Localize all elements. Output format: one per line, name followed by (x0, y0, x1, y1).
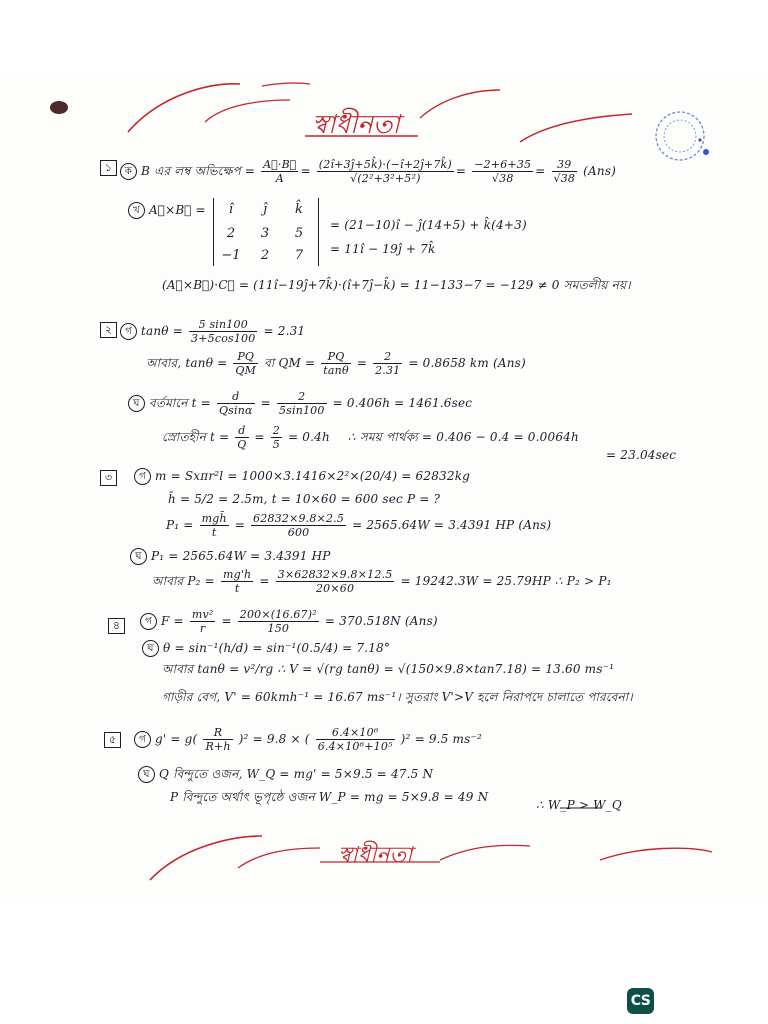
text: )² = 9.8 × ( (238, 732, 310, 746)
fraction: $\frac{2}{5\sin 100}$ (278, 390, 325, 417)
part-label: ঘ (142, 640, 159, 657)
text: = (234, 518, 246, 532)
fraction: $\frac{PQ}{QM}$ (235, 350, 257, 377)
text: ∴ সময় পার্থক্য = 0.406 − 0.4 = 0.0064h (347, 430, 579, 444)
scan-top-margin (0, 0, 768, 78)
answer-line: (A⃗×B⃗)·C⃗ = (11î−19ĵ+7k̂)·(î+7ĵ−k̂) = 11−133−7 = −129 ≠ 0 সমতলীয় নয়। (162, 278, 631, 292)
text: )² = 9.5 ms⁻² (400, 732, 483, 746)
fraction: $\frac{39}{√38}$ (553, 158, 576, 185)
fraction: $\frac{5 \sin 100}{3+5\cos 100}$ (191, 318, 256, 345)
question-number-box: ৫ (104, 732, 121, 748)
text: = (254, 430, 265, 444)
fraction: $\frac{d}{Qsin\alpha}$ (218, 390, 253, 417)
text: = 0.406h = 1461.6sec (332, 396, 473, 410)
answer-mark: (Ans) (583, 164, 617, 178)
answer-line (128, 202, 206, 219)
fraction: $\frac{\text{mgh̄}}{t}$ (201, 512, 227, 539)
answer-line (134, 468, 470, 485)
part-label: ঘ (130, 548, 147, 565)
answer-line (138, 766, 433, 783)
question-number-box: ৩ (100, 470, 117, 486)
fraction: $\frac{\text{6.4×10⁶}}{\text{6.4×10⁶+10⁵}}$ (317, 726, 393, 753)
fraction: $\frac{3\times 62832\times 9.8\times 12.5}{20\times 60}$ (277, 568, 393, 595)
text: g' = g( (155, 732, 198, 746)
fraction: $\frac{2}{2.31}$ (375, 350, 401, 377)
text: বা QM = (264, 356, 316, 370)
text: Q বিন্দুতে ওজন, W_Q = mg' = 5×9.5 = 47.5 N (159, 767, 434, 781)
fraction: $\frac{mg'h}{t}$ (222, 568, 252, 595)
answer-line (128, 390, 472, 417)
text: আবার, tanθ = (146, 356, 228, 370)
text: = (259, 574, 270, 588)
text: m = Sxπr²l = 1000×3.1416×2²×(20/4) = 62832kg (155, 469, 471, 483)
part-label: গ (134, 468, 151, 485)
text: = (356, 356, 368, 370)
fraction: $\frac{PQ}{\tan\theta}$ (323, 350, 349, 377)
text: = 2565.64W = 3.4391 HP (Ans) (352, 518, 552, 532)
question-number-box: ২ (100, 322, 117, 338)
text: = (221, 614, 232, 628)
text: B এর লম্ব অভিক্ষেপ = (141, 164, 256, 178)
matrix-cell: ĵ (262, 202, 268, 217)
part-label: গ (120, 323, 137, 340)
answer-line: গাড়ীর বেগ, V' = 60kmh⁻¹ = 16.67 ms⁻¹। সুতরাং V'>V হলে নিরাপদে চালাতে পারবেনা। (162, 690, 633, 704)
part-label: খ (128, 202, 145, 219)
fraction: $\frac{A⃗\cdot B⃗}{A}$ (263, 158, 297, 185)
text: = 0.4h (288, 430, 330, 444)
answer-line: P বিন্দুতে অর্থাৎ ভূপৃষ্ঠে ওজন W_P = mg = 5×9.8 = 49 N (170, 790, 489, 804)
answer-line: ক B এর লম্ব অভিক্ষেপ = $\frac{A⃗\cdot B⃗}{A}$ = $\frac{(2î+3ĵ+5k̂)\cdot(-î+2ĵ+7k̂)}{\text{√(2²+3²+5²)}}$ = $\frac{-2+6+35}{√38}$ = $\frac{39}{√38}$ (Ans) (120, 158, 616, 185)
fraction: $\frac{\text{mv²}}{r}$ (191, 608, 214, 635)
part-label: গ (134, 731, 151, 748)
text: = 370.518N (Ans) (324, 614, 438, 628)
text: বর্তমানে t = (149, 396, 211, 410)
answer-line: = (21−10)î − ĵ(14+5) + k̂(4+3) (330, 218, 527, 232)
text: = 2.31 (263, 324, 306, 338)
matrix-cell: 2 (226, 226, 236, 241)
answer-line: আবার tanθ = v²/rg ∴ V = √(rg tanθ) = √(150×9.8×tan7.18) = 13.60 ms⁻¹ (162, 662, 615, 676)
text: F = (161, 614, 184, 628)
answer-line (162, 424, 579, 451)
matrix-cell: 3 (260, 226, 270, 241)
answer-line (130, 548, 331, 565)
answer-line: ∴ W_P > W_Q (536, 798, 622, 812)
matrix-cell: 7 (294, 248, 304, 263)
answer-line: h̄ = 5/2 = 2.5m, t = 10×60 = 600 sec P = ? (168, 492, 441, 506)
camscanner-logo-icon: CS (627, 988, 654, 1014)
matrix-cell: k̂ (295, 202, 303, 217)
matrix-cell: −1 (221, 248, 241, 263)
text: θ = sin⁻¹(h/d) = sin⁻¹(0.5/4) = 7.18° (163, 641, 391, 655)
stamp-seal-icon (630, 104, 714, 166)
matrix-cell: î (228, 202, 234, 217)
text: = (260, 396, 271, 410)
part-label: ঘ (128, 395, 145, 412)
answer-line (146, 350, 526, 377)
matrix-cell: 5 (294, 226, 304, 241)
text: আবার P₂ = (152, 574, 215, 588)
text: স্রোতহীন t = (162, 430, 230, 444)
answer-line: = 11î − 19ĵ + 7k̂ (330, 242, 436, 256)
part-label: ঘ (138, 766, 155, 783)
matrix-cell: 2 (260, 248, 270, 263)
text: A⃗×B⃗ = (149, 203, 206, 217)
fraction: $\frac{\text{200×(16.67)²}}{150}$ (239, 608, 317, 635)
text: tanθ = (141, 324, 183, 338)
fraction: $\frac{R}{R+h}$ (205, 726, 231, 753)
page-title: স্বাধীনতা (312, 110, 400, 140)
answer-line (166, 512, 551, 539)
fraction: $\frac{-2+6+35}{√38}$ (474, 158, 532, 185)
question-number-box: ৪ (108, 618, 125, 634)
part-label: ক (120, 163, 137, 180)
ink-blot (50, 101, 68, 114)
answer-line (152, 568, 612, 595)
question-number-box: ১ (100, 160, 117, 176)
fraction: $\frac{62832\times 9.8\times 2.5}{600}$ (253, 512, 345, 539)
answer-line (120, 318, 305, 345)
text: P₁ = (166, 518, 194, 532)
fraction: $\frac{(2î+3ĵ+5k̂)\cdot(-î+2ĵ+7k̂)}{\text{√(2²+3²+5²)}}$ (318, 158, 452, 185)
text: = 0.8658 km (Ans) (408, 356, 526, 370)
text: P₁ = 2565.64W = 3.4391 HP (151, 549, 331, 563)
part-label: গ (140, 613, 157, 630)
answer-line: = 23.04sec (606, 448, 677, 462)
fraction: $\frac{d}{Q}$ (237, 424, 247, 451)
footer-title: স্বাধীনতা (338, 843, 413, 868)
answer-line (142, 640, 390, 657)
determinant-matrix (213, 198, 319, 266)
answer-line (134, 726, 482, 753)
fraction: $\frac{2}{5}$ (272, 424, 280, 451)
answer-line (140, 608, 438, 635)
text: = 19242.3W = 25.79HP ∴ P₂ > P₁ (400, 574, 612, 588)
